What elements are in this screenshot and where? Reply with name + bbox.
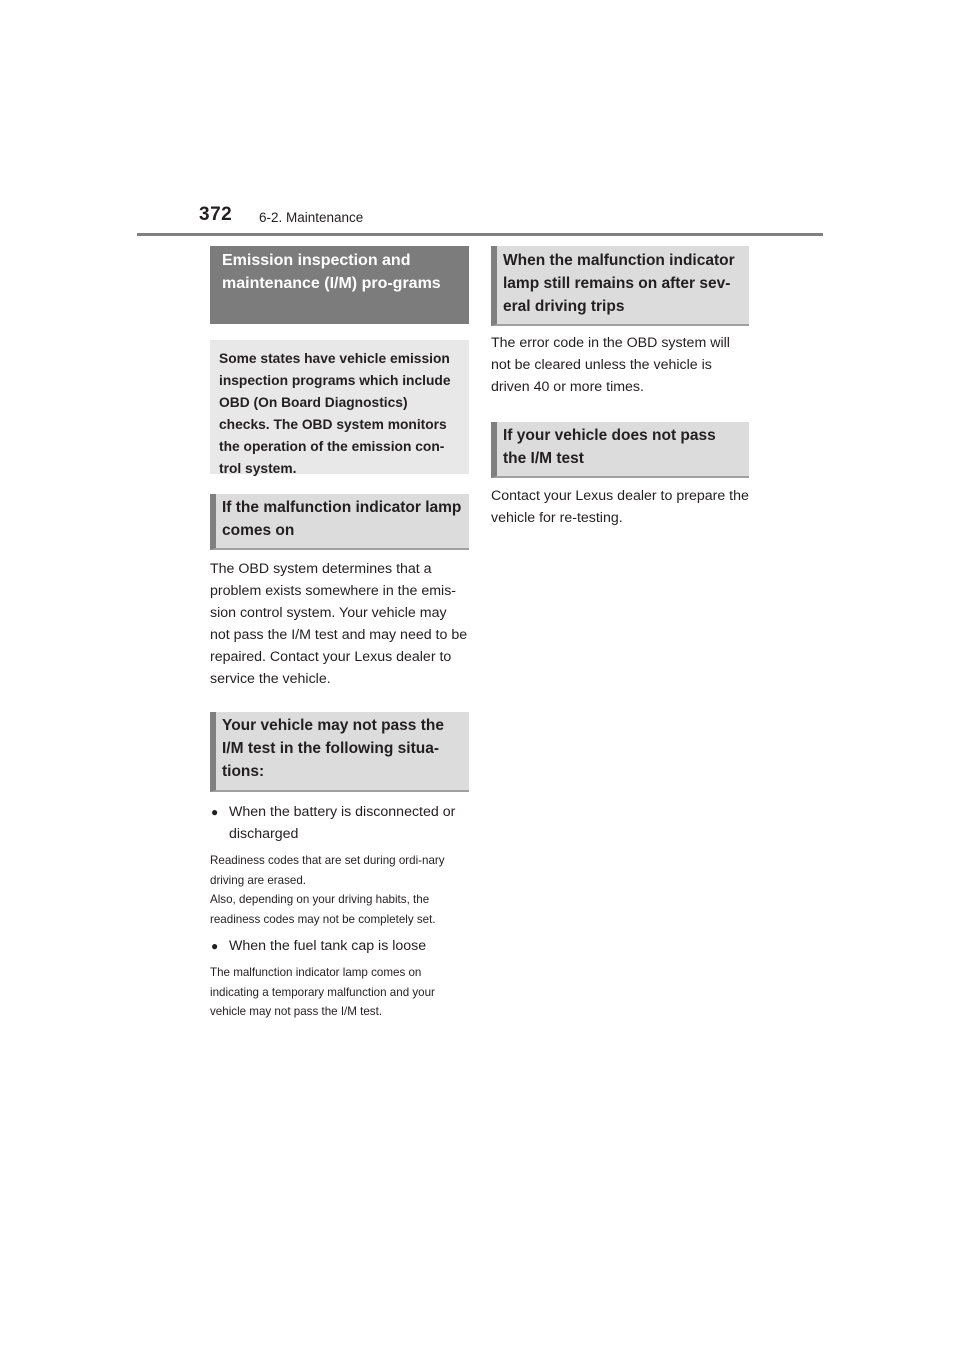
page-number: 372	[199, 204, 233, 225]
right-column	[491, 246, 749, 529]
bullet-icon: ●	[211, 939, 219, 953]
section-label: 6-2. Maintenance	[259, 210, 364, 225]
paragraph-lamp-remains-on: The error code in the OBD system will not be cleared unless the vehicle is driven 40 or more times.	[491, 335, 730, 395]
bullet-item	[210, 801, 469, 845]
bullet-text: When the fuel tank cap is loose	[229, 938, 427, 954]
subheading-lamp-remains-on: When the malfunction indicator lamp still remains on after sev-eral driving trips	[491, 246, 749, 326]
note-text: Readiness codes that are set during ordi-nary driving are erased.	[210, 854, 445, 887]
bullet-icon: ●	[211, 805, 219, 819]
paragraph-does-not-pass: Contact your Lexus dealer to prepare the vehicle for re-testing.	[491, 488, 749, 526]
bullet-text: When the battery is disconnected or discharged	[229, 804, 456, 842]
section-title: Emission inspection and maintenance (I/M) pro-grams	[210, 246, 469, 324]
subheading-malfunction-lamp: If the malfunction indicator lamp comes on	[210, 494, 469, 550]
left-column	[210, 246, 469, 1022]
header-rule	[137, 233, 823, 236]
bullet-item	[210, 935, 469, 957]
subheading-does-not-pass: If your vehicle does not pass the I/M test	[491, 422, 749, 478]
note-text: Also, depending on your driving habits, the readiness codes may not be completely set.	[210, 893, 436, 926]
intro-box: Some states have vehicle emission inspection programs which include OBD (On Board Diagnostics) checks. The OBD system monitors the operation of the emission con-trol system.	[210, 340, 469, 474]
note-text: The malfunction indicator lamp comes on indicating a temporary malfunction and your vehicle may not pass the I/M test.	[210, 966, 435, 1018]
paragraph-malfunction-lamp: The OBD system determines that a problem exists somewhere in the emis-sion control system. Your vehicle may not pass the I/M test and may need to be repaired. Contact your Lexus dealer to service the vehicle.	[210, 561, 468, 687]
subheading-may-not-pass: Your vehicle may not pass the I/M test in the following situa-tions:	[210, 712, 469, 792]
